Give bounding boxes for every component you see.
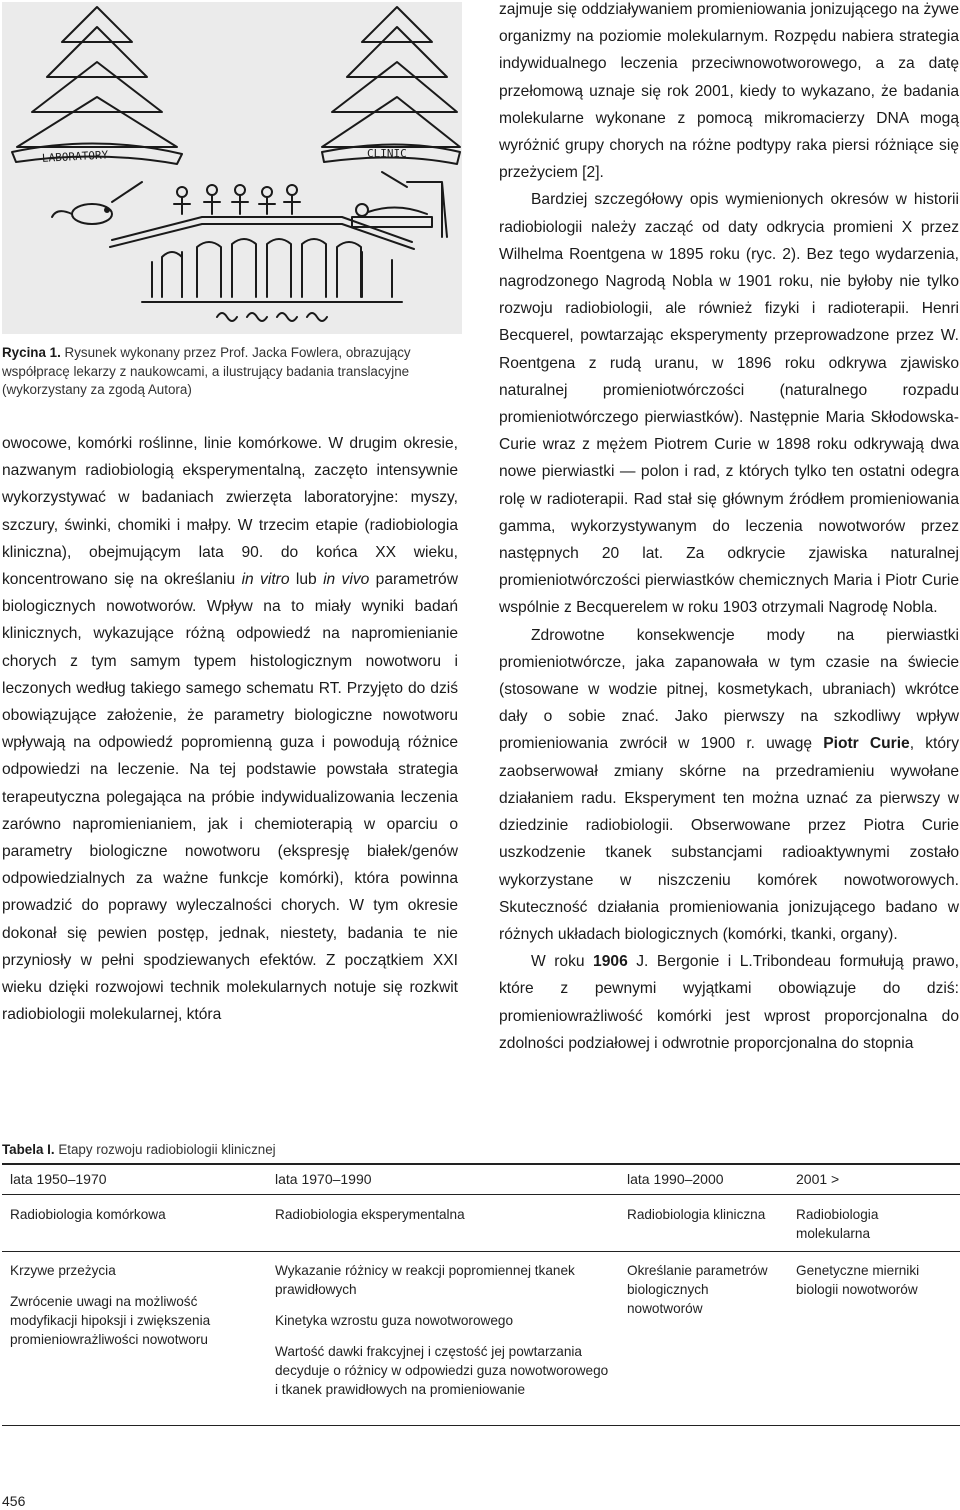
left-text-mid: lub (289, 571, 324, 589)
figure-caption (2, 344, 464, 400)
left-text-part1: owocowe, komórki roślinne, linie komórkowe. W drugim okresie, nazwanym radiobiologią eksperymentalną, zaczęto intensywnie wykorzystywać w badaniach zwierzęta laboratoryjne: myszy, szczury, świnki, chomiki i małpy. W trzecim etapie (radiobiologia kliniczna), obejmującym lata 90. do końca XX wieku, koncentrowano się na określaniu (2, 435, 458, 589)
page-number: 456 (2, 1493, 26, 1509)
mouse-drawing (52, 182, 142, 224)
table-detail-item: Wykazanie różnicy w reakcji popromiennej tkanek prawidłowych (275, 1263, 575, 1297)
table-stage-cell: Radiobiologia eksperymentalna (275, 1207, 465, 1222)
right-paragraph-4 (499, 948, 959, 1057)
table-stage-cell: Radiobiologia komórkowa (10, 1207, 166, 1222)
table-period-cell: lata 1950–1970 (2, 1164, 267, 1195)
table-label: Tabela I. (2, 1142, 55, 1157)
table-detail-item: Zwrócenie uwagi na możliwość modyfikacji hipoksji i zwiększenia promieniowrażliwości nowotworu (10, 1294, 211, 1347)
table-stage-row (2, 1195, 960, 1252)
table-period-cell: lata 1990–2000 (619, 1164, 788, 1195)
table-detail-cell (267, 1252, 619, 1426)
table-detail-item: Kinetyka wzrostu guza nowotworowego (275, 1313, 514, 1328)
right-p3-bold: Piotr Curie (823, 735, 910, 753)
laboratory-sign: LABORATORY (41, 148, 109, 165)
table-detail-item: Krzywe przeżycia (10, 1263, 116, 1278)
table-details-row (2, 1252, 960, 1426)
bridge-drawing (110, 217, 414, 302)
right-paragraph-3 (499, 622, 959, 948)
table-detail-item: Wartość dawki frakcyjnej i częstość jej powtarzania decyduje o różnicy w odpowiedzi guza nowotworowego i tkanek prawidłowych na promieniowanie (275, 1344, 609, 1397)
table-title: Etapy rozwoju radiobiologii klinicznej (54, 1142, 276, 1157)
laboratory-tree-drawing (12, 7, 182, 164)
table-stage-cell: Radiobiologia kliniczna (627, 1207, 766, 1222)
right-p4-part2: J. Bergonie i L.Tribondeau formułują prawo, które z pewnymi wyjątkami obowiązuje do dziś: promieniowrażliwość komórki jest wprost proporcjonalna do zdolności podziałowej i odwrotnie proporcjonalna do stopnia (499, 953, 959, 1052)
table-detail-item: Genetyczne mierniki biologii nowotworów (796, 1263, 920, 1297)
left-text-italic2: in vivo (323, 571, 370, 589)
caption-text: Rysunek wykonany przez Prof. Jacka Fowlera, obrazujący współpracę lekarzy z naukowcami, a ilustrujący badania translacyjne (wykorzystany za zgodą Autora) (2, 345, 411, 397)
table-period-cell: 2001 > (788, 1164, 960, 1195)
right-p3-part2: , który zaobserwował zmiany skórne na przedramieniu wywołane działaniem radu. Eksperyment ten można uznać za pierwszy w dziedzinie radiobiologii. Obserwowane przez Piotra Curie uszkodzenie tkanek substancjami radioaktywnymi zostało wykorzystane w niszczeniu komórek nowotworowych. Skuteczność działania promieniowania jonizującego badano w różnych układach biologicznych (komórki, tkanki, organy). (499, 735, 959, 943)
left-text-italic1: in vitro (241, 571, 290, 589)
table-detail-cell (619, 1252, 788, 1426)
figure-illustration (2, 2, 462, 334)
table-detail-cell (788, 1252, 960, 1426)
table-stage-cell: Radiobiologia molekularna (796, 1207, 879, 1241)
right-text-column (499, 0, 959, 1057)
patient-bed-drawing (352, 172, 447, 237)
people-drawing (174, 185, 300, 214)
table-detail-item: Określanie parametrów biologicznych nowotworów (627, 1263, 768, 1316)
table-period-cell: lata 1970–1990 (267, 1164, 619, 1195)
left-paragraph (2, 430, 458, 1028)
left-text-column (2, 430, 458, 1028)
caption-label: Rycina 1. (2, 345, 61, 360)
table-caption (2, 1142, 276, 1157)
right-p3-part1: Zdrowotne konsekwencje mody na pierwiastki promieniotwórcze, jaka zapanowała w tym czasie na świecie (stosowane w wodzie pitnej, kosmetykach, ubraniach) wkrótce dały o sobie znać. Jako pierwszy na szkodliwy wpływ promieniowania zwrócił w 1900 r. uwagę (499, 626, 959, 753)
right-p4-part1: W roku (531, 953, 594, 971)
squiggle-drawing (217, 313, 327, 321)
table-period-row (2, 1164, 960, 1195)
table-detail-cell (2, 1252, 267, 1426)
stages-table (2, 1163, 960, 1426)
right-p4-bold: 1906 (593, 953, 628, 971)
clinic-tree-drawing (322, 7, 460, 164)
clinic-sign: CLINIC (367, 147, 407, 160)
left-text-part2: parametrów biologicznych nowotworów. Wpływ na to miały wyniki badań klinicznych, wykazujące różną odpowiedź na napromienianie chorych z tym samym typem histologicznym nowotworu i leczonych według takiego samego schematu RT. Przyjęto do dziś obowiązujące założenie, że parametry biologiczne nowotworu wpływają na odpowiedź popromienną guza i powodują różnice odpowiedzi na leczenie. Na tej podstawie powstała strategia terapeutyczna polegająca na próbie indywidualizowania leczenia zarówno napromienianiem, jak i chemioterapią w oparciu o parametry biologiczne nowotworu (ekspresję białek/genów odpowiedzialnych za ważne funkcje komórki), która powinna prowadzić do poprawy wyleczalności chorych. W tym okresie dokonał się pewien postęp, jednak, niestety, badania te nie przyniosły w pełni spodziewanych efektów. Z początkiem XXI wieku dzięki rozwojowi technik molekularnych notuje się rozkwit radiobiologii molekularnej, która (2, 571, 458, 1024)
right-paragraph-2: Bardziej szczegółowy opis wymienionych okresów w historii radiobiologii należy zacząć od daty odkrycia promieni X przez Wilhelma Roentgena w 1895 roku (ryc. 2). Bez tego wydarzenia, nagrodzonego Nagrodą Nobla w 1901 roku, nie byłoby nie tylko rozwoju radiobiologii, ale również fizyki i radioterapii. Henri Becquerel, powtarzając eksperymenty przeprowadzone przez W. Roentgena z rudą uranu, w 1896 roku odkrywa zjawisko naturalnej promieniotwórczości (naturalnego rozpadu promieniotwórczego pierwiastków). Następnie Maria Skłodowska-Curie wraz z mężem Piotrem Curie w 1898 roku odkrywają dwa nowe pierwiastki — polon i rad, z których tylko ten ostatni odegra rolę w radioterapii. Rad stał się głównym źródłem promieniowania gamma, wykorzystywanym do leczenia nowotworów przez następnych 20 lat. Za odkrycie zjawiska naturalnej promieniotwórczości pierwiastków chemicznych Maria i Piotr Curie wspólnie z Becquerelem w roku 1903 otrzymali Nagrodę Nobla. (499, 191, 959, 617)
right-paragraph-1: zajmuje się oddziaływaniem promieniowania jonizującego na żywe organizmy na poziomie molekularnym. Rozpędu nabiera strategia indywidualnego leczenia przeciwnowotworowego, a za datę przełomową uznaje się rok 2001, kiedy to wykazano, że badania molekularne wykonane z pomocą mikromacierzy DNA mogą wyróżnić grupy chorych na różne podtypy raka piersi różniące się przeżyciem [2]. (499, 1, 959, 182)
